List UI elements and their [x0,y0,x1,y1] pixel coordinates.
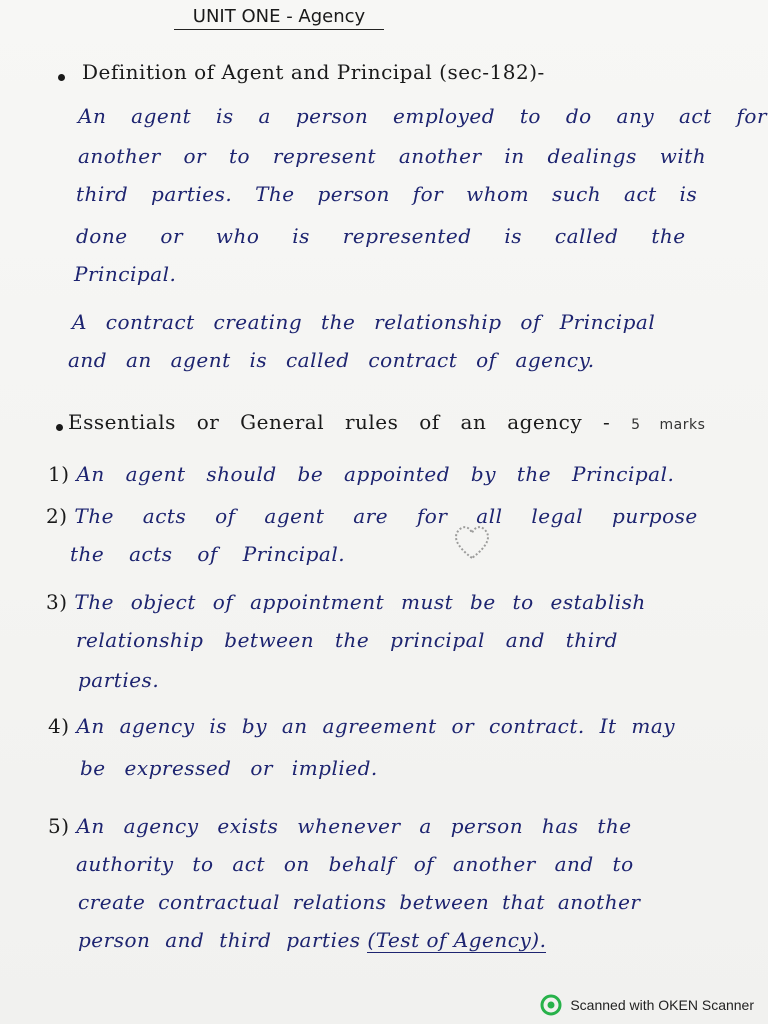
list-item [48,814,632,838]
item-text: be expressed or implied. [80,756,378,780]
item-text: The acts of agent are for all legal purpose [74,504,698,528]
paragraph-line: Principal. [74,262,177,286]
item-number: 2) [46,504,68,528]
item-number: 3) [46,590,68,614]
scanner-watermark [540,994,754,1016]
paragraph-line: An agent is a person employed to do any act for [78,104,768,128]
paragraph-line: A contract creating the relationship of Principal [72,310,656,334]
paragraph-line: and an agent is called contract of agency. [68,348,595,372]
list-item [46,590,646,614]
item-text: An agent should be appointed by the Principal. [76,462,675,486]
oken-logo-icon [540,994,562,1016]
item-text: the acts of Principal. [70,542,346,566]
test-of-agency-note: (Test of Agency). [367,928,547,952]
list-item [48,462,674,486]
item-text: The object of appointment must be to establish [74,590,646,614]
paragraph-line: third parties. The person for whom such act is [76,182,698,206]
section-heading-definition: Definition of Agent and Principal (sec-182)- [82,60,545,84]
item-text: An agency exists whenever a person has the [76,814,632,838]
section-heading-essentials [68,410,705,434]
item-text: An agency is by an agreement or contract. It may [76,714,676,738]
bullet-dot [58,74,65,81]
list-item [46,504,698,528]
list-item [48,714,675,738]
essentials-heading-text: Essentials or General rules of an agency - [68,410,611,434]
list-item-tail [78,928,546,952]
item-text: authority to act on behalf of another and to [76,852,634,876]
page-title: UNIT ONE - Agency [174,6,384,30]
item-text: person and third parties [78,928,361,952]
item-number: 5) [48,814,70,838]
item-text: create contractual relations between that another [78,890,641,914]
watermark-text: Scanned with OKEN Scanner [570,997,754,1013]
heart-doodle-icon [450,522,494,562]
item-number: 1) [48,462,70,486]
item-number: 4) [48,714,70,738]
bullet-dot [56,424,63,431]
marks-note: 5 marks [631,417,706,433]
item-text: relationship between the principal and third [76,628,618,652]
paragraph-line: another or to represent another in dealings with [78,144,707,168]
item-text: parties. [78,668,160,692]
paragraph-line: done or who is represented is called the [76,224,686,248]
